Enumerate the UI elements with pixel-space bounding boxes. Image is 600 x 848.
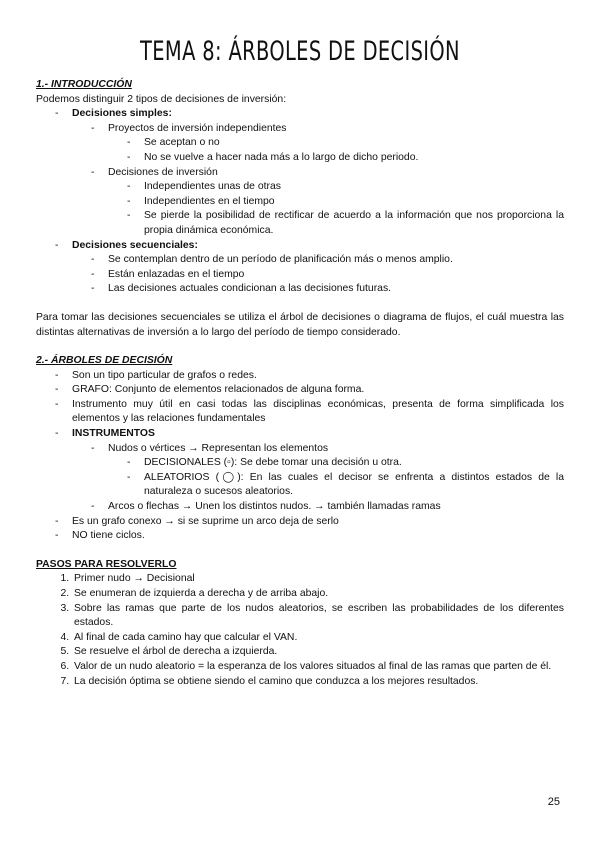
list-item: 5. Se resuelve el árbol de derecha a izquierda. xyxy=(72,645,564,660)
simples-label: Decisiones simples: xyxy=(72,108,172,120)
paragraph: Para tomar las decisiones secuenciales se utiliza el árbol de decisiones o diagrama de flujos, el cuál muestra las distintas alternativas de inversión a lo largo del período de tiempo considerado. xyxy=(36,311,564,338)
secuenciales-label: Decisiones secuenciales: xyxy=(72,239,198,251)
list-item xyxy=(72,107,564,238)
intro-text: Podemos distinguir 2 tipos de decisiones de inversión: xyxy=(36,93,287,105)
list-item: - Instrumento muy útil en casi todas las disciplinas económicas, presenta de forma simplificada los elementos y las relaciones fundamentales xyxy=(72,398,564,427)
list-item: - Independientes en el tiempo xyxy=(144,195,564,210)
document-body xyxy=(36,78,564,689)
list-item: 7. La decisión óptima se obtiene siendo el camino que conduzca a los mejores resultados. xyxy=(72,675,564,690)
list-item xyxy=(72,239,564,297)
proyectos-label: Proyectos de inversión independientes xyxy=(108,122,287,134)
decision-types-list xyxy=(36,107,564,297)
page-title: TEMA 8: ÁRBOLES DE DECISIÓN xyxy=(140,36,460,67)
nudos-text: Nudos o vértices → Representan los elementos xyxy=(108,442,329,454)
instrumentos-label: INSTRUMENTOS xyxy=(72,428,155,440)
list-item: - Las decisiones actuales condicionan a las decisiones futuras. xyxy=(108,282,564,297)
list-item: 2. Se enumeran de izquierda a derecha y de arriba abajo. xyxy=(72,587,564,602)
list-item xyxy=(108,166,564,239)
steps-list xyxy=(36,572,564,689)
list-item: - GRAFO: Conjunto de elementos relacionados de alguna forma. xyxy=(72,383,564,398)
section-heading-pasos: PASOS PARA RESOLVERLO xyxy=(36,558,177,570)
list-item: - Arcos o flechas → Unen los distintos nudos. → también llamadas ramas xyxy=(108,500,564,515)
list-item: 3. Sobre las ramas que parte de los nudos aleatorios, se escriben las probabilidades de los diferentes estados. xyxy=(72,602,564,631)
page-number: 25 xyxy=(547,796,560,808)
list-item: 4. Al final de cada camino hay que calcular el VAN. xyxy=(72,631,564,646)
list-item: - ALEATORIOS (◯): En las cuales el decisor se enfrenta a distintos estados de la naturaleza o sucesos aleatorios. xyxy=(144,471,564,500)
arboles-list xyxy=(36,369,564,544)
list-item xyxy=(108,442,564,500)
list-item: 6. Valor de un nudo aleatorio = la esperanza de los valores situados al final de las ramas que parten de él. xyxy=(72,660,564,675)
list-item: 1. Primer nudo → Decisional xyxy=(72,572,564,587)
list-item: - Es un grafo conexo → si se suprime un arco deja de serlo xyxy=(72,515,564,530)
list-item xyxy=(108,122,564,166)
list-item: - Independientes unas de otras xyxy=(144,180,564,195)
list-item: - No se vuelve a hacer nada más a lo largo de dicho periodo. xyxy=(144,151,564,166)
list-item xyxy=(72,427,564,515)
list-item: - Están enlazadas en el tiempo xyxy=(108,268,564,283)
list-item: - Se pierde la posibilidad de rectificar de acuerdo a la información que nos proporciona la propia dinámica económica. xyxy=(144,209,564,238)
list-item: - Son un tipo particular de grafos o redes. xyxy=(72,369,564,384)
section-heading-arboles: 2.- ÁRBOLES DE DECISIÓN xyxy=(36,355,173,367)
list-item: - Se contemplan dentro de un período de planificación más o menos amplio. xyxy=(108,253,564,268)
list-item: - DECISIONALES (▫): Se debe tomar una decisión u otra. xyxy=(144,456,564,471)
section-heading-introduccion: 1.- INTRODUCCIÓN xyxy=(36,79,132,90)
list-item: - Se aceptan o no xyxy=(144,136,564,151)
list-item: - NO tiene ciclos. xyxy=(72,529,564,544)
decisiones-inversion-label: Decisiones de inversión xyxy=(108,166,218,178)
